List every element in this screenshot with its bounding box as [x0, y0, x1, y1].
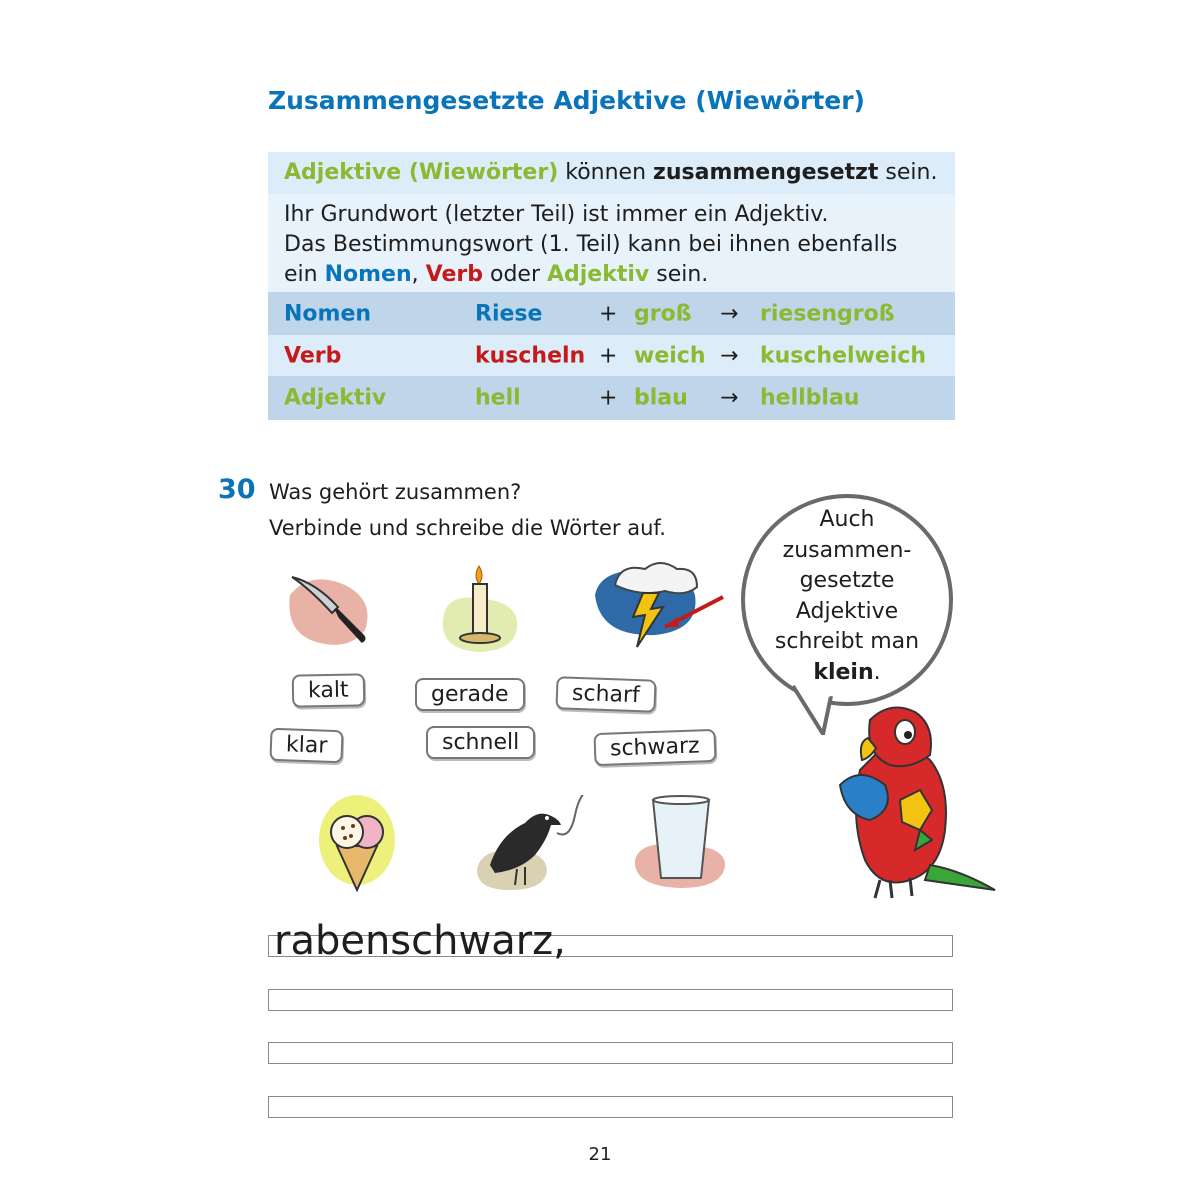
table-result: riesengroß — [760, 301, 895, 326]
rule-verb: Verb — [425, 262, 483, 287]
table-row: Adjektiv hell + blau → hellblau — [268, 376, 955, 420]
word-card-kalt[interactable]: kalt — [292, 673, 365, 707]
arrow-icon: → — [720, 385, 739, 411]
word-card-schwarz[interactable]: schwarz — [593, 729, 716, 766]
writing-line[interactable] — [268, 1096, 953, 1118]
task-number: 30 — [218, 474, 256, 505]
rule-box — [268, 152, 955, 420]
rule-row-1: Adjektive (Wiewörter) können zusammengesetzt sein. — [268, 152, 955, 194]
word-card-schnell[interactable]: schnell — [426, 726, 535, 759]
arrow-icon: → — [720, 301, 739, 326]
table-adj: weich — [634, 343, 706, 368]
table-word: hell — [475, 385, 521, 411]
word-card-klar[interactable]: klar — [269, 728, 343, 764]
table-row: Nomen Riese + groß → riesengroß — [268, 292, 955, 335]
table-type: Adjektiv — [284, 385, 387, 411]
rule-line-2: Ihr Grundwort (letzter Teil) ist immer ein Adjektiv. — [284, 202, 829, 227]
table-type: Verb — [284, 343, 342, 368]
glass-icon — [625, 790, 735, 895]
writing-line[interactable] — [268, 989, 953, 1011]
answer-text: rabenschwarz, — [274, 918, 566, 964]
table-adj: blau — [634, 385, 688, 411]
writing-line[interactable] — [268, 1042, 953, 1064]
bubble-keyword: klein — [813, 659, 874, 685]
rule-term: Adjektive (Wiewörter) — [284, 160, 559, 185]
rule-adjektiv: Adjektiv — [546, 262, 650, 287]
table-adj: groß — [634, 301, 692, 326]
arrow-icon: → — [720, 343, 739, 368]
page-title: Zusammengesetzte Adjektive (Wiewörter) — [268, 86, 865, 115]
candle-icon — [435, 560, 525, 655]
raven-icon — [465, 795, 600, 895]
bubble-text: Auch zusammen- gesetzte Adjektive schreibt man klein. — [774, 507, 920, 685]
table-word: Riese — [475, 301, 543, 326]
task-instructions: Was gehört zusammen? Verbinde und schreibe die Wörter auf. — [269, 480, 666, 540]
word-card-gerade[interactable]: gerade — [415, 678, 525, 711]
rule-row-2: Ihr Grundwort (letzter Teil) ist immer ein Adjektiv. Das Bestimmungswort (1. Teil) kann bei ihnen ebenfalls ein Nomen, Verb oder Adjektiv sein. — [268, 194, 955, 292]
knife-icon — [280, 565, 380, 650]
table-word: kuscheln — [475, 343, 586, 368]
table-result: kuschelweich — [760, 343, 927, 368]
table-type: Nomen — [284, 301, 372, 326]
rule-line-3: Das Bestimmungswort (1. Teil) kann bei ihnen ebenfalls — [284, 232, 898, 257]
rule-nomen: Nomen — [324, 262, 412, 287]
lightning-cloud-icon — [585, 555, 730, 655]
page-number: 21 — [588, 1144, 612, 1165]
rule-keyword: zusammengesetzt — [653, 160, 879, 185]
table-row: Verb kuscheln + weich → kuschelweich — [268, 335, 955, 376]
table-result: hellblau — [760, 385, 860, 411]
ice-cream-icon — [315, 790, 400, 895]
word-card-scharf[interactable]: scharf — [555, 676, 656, 712]
